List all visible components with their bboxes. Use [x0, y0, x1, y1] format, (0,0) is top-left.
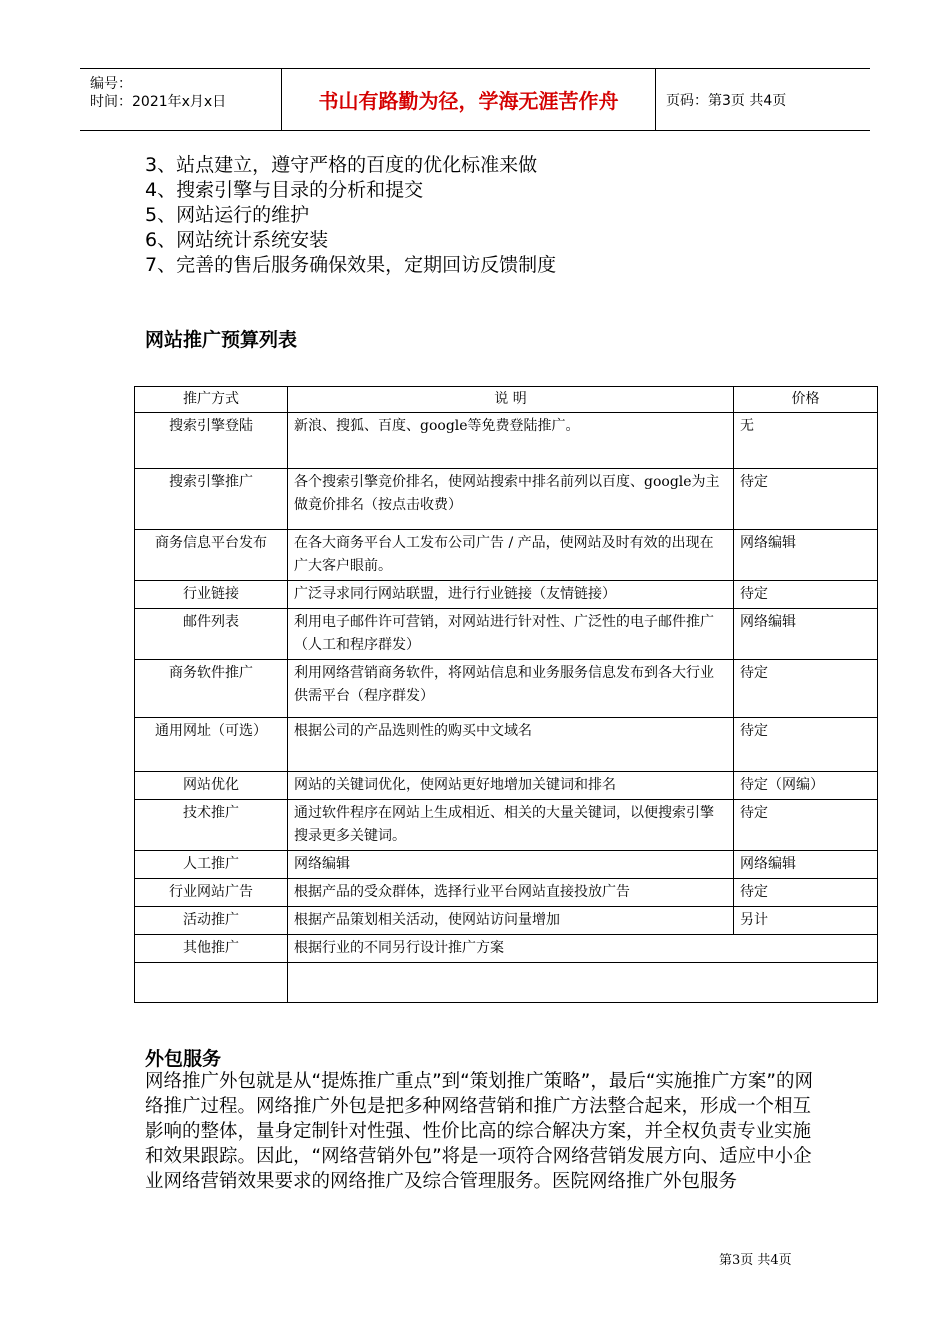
column-header-method: 推广方式 — [135, 387, 288, 413]
table-row — [135, 907, 878, 935]
method-cell: 技术推广 — [135, 800, 288, 851]
empty-cell — [288, 963, 878, 1003]
description-cell: 利用网络营销商务软件，将网站信息和业务服务信息发布到各大行业供需平台（程序群发） — [288, 660, 734, 718]
method-cell: 行业网站广告 — [135, 879, 288, 907]
table-row-empty — [135, 963, 878, 1003]
description-cell: 根据行业的不同另行设计推广方案 — [288, 935, 878, 963]
description-cell: 各个搜索引擎竞价排名，使网站搜索中排名前列以百度、google为主做竟价排名（按点击收费） — [288, 469, 734, 530]
table-row — [135, 469, 878, 530]
description-cell: 根据产品的受众群体，选择行业平台网站直接投放广告 — [288, 879, 734, 907]
description-cell: 在各大商务平台人工发布公司广告 / 产品，使网站及时有效的出现在广大客户眼前。 — [288, 530, 734, 581]
price-cell: 无 — [734, 413, 878, 469]
description-cell: 利用电子邮件许可营销，对网站进行针对性、广泛性的电子邮件推广（人工和程序群发） — [288, 609, 734, 660]
price-cell: 网络编辑 — [734, 851, 878, 879]
page-footer: 第3页 共4页 — [719, 1253, 792, 1268]
table-row — [135, 660, 878, 718]
number-label: 编号： — [90, 76, 132, 92]
price-cell: 网络编辑 — [734, 530, 878, 581]
price-cell: 待定 — [734, 800, 878, 851]
price-cell: 待定（网编） — [734, 772, 878, 800]
table-row — [135, 851, 878, 879]
table-row — [135, 609, 878, 660]
price-cell: 待定 — [734, 879, 878, 907]
header-motto: 书山有路勤为径，学海无涯苦作舟 — [282, 69, 656, 130]
budget-section-title: 网站推广预算列表 — [145, 329, 298, 351]
method-cell: 通用网址（可选） — [135, 718, 288, 772]
method-cell: 行业链接 — [135, 581, 288, 609]
list-item: 6、网站统计系统安装 — [145, 229, 329, 251]
list-item: 4、搜索引擎与目录的分析和提交 — [145, 179, 424, 201]
description-cell: 广泛寻求同行网站联盟，进行行业链接（友情链接） — [288, 581, 734, 609]
method-cell: 活动推广 — [135, 907, 288, 935]
time-label: 时间：2021年x月x日 — [90, 94, 227, 110]
table-row — [135, 772, 878, 800]
description-cell: 根据公司的产品选则性的购买中文域名 — [288, 718, 734, 772]
method-cell: 网站优化 — [135, 772, 288, 800]
column-header-price: 价格 — [734, 387, 878, 413]
method-cell: 搜索引擎登陆 — [135, 413, 288, 469]
description-cell: 根据产品策划相关活动，使网站访问量增加 — [288, 907, 734, 935]
list-item: 5、网站运行的维护 — [145, 204, 310, 226]
description-cell: 网络编辑 — [288, 851, 734, 879]
table-row — [135, 718, 878, 772]
table-row — [135, 879, 878, 907]
price-cell: 待定 — [734, 581, 878, 609]
description-cell: 网站的关键词优化，使网站更好地增加关键词和排名 — [288, 772, 734, 800]
page-header — [80, 68, 870, 131]
empty-cell — [135, 963, 288, 1003]
method-cell: 邮件列表 — [135, 609, 288, 660]
table-row — [135, 530, 878, 581]
description-cell: 通过软件程序在网站上生成相近、相关的大量关键词，以便搜索引擎搜录更多关键词。 — [288, 800, 734, 851]
header-meta — [80, 69, 282, 130]
outsourcing-body: 网络推广外包就是从“提炼推广重点”到“策划推广策略”，最后“实施推广方案”的网络推广过程。网络推广外包是把多种网络营销和推广方法整合起来，形成一个相互影响的整体，量身定制针对性强、性价比高的综合解决方案，并全权负责专业实施和效果跟踪。因此，“网络营销外包”将是一项符合网络营销发展方向、适应中小企业网络营销效果要求的网络推广及综合管理服务。医院网络推广外包服务 — [145, 1071, 814, 1192]
table-header-row — [135, 387, 878, 413]
header-page-code: 页码：第3页 共4页 — [666, 92, 787, 109]
method-cell: 其他推广 — [135, 935, 288, 963]
steps-list — [145, 153, 556, 278]
price-cell: 待定 — [734, 660, 878, 718]
table-row — [135, 413, 878, 469]
method-cell: 人工推广 — [135, 851, 288, 879]
price-cell: 待定 — [734, 718, 878, 772]
table-row — [135, 935, 878, 963]
list-item: 7、完善的售后服务确保效果，定期回访反馈制度 — [145, 254, 557, 276]
method-cell: 商务软件推广 — [135, 660, 288, 718]
table-row — [135, 581, 878, 609]
method-cell: 搜索引擎推广 — [135, 469, 288, 530]
column-header-description: 说 明 — [288, 387, 734, 413]
method-cell: 商务信息平台发布 — [135, 530, 288, 581]
table-row — [135, 800, 878, 851]
price-cell: 另计 — [734, 907, 878, 935]
description-cell: 新浪、搜狐、百度、google等免费登陆推广。 — [288, 413, 734, 469]
price-cell: 网络编辑 — [734, 609, 878, 660]
outsourcing-title: 外包服务 — [145, 1048, 222, 1070]
list-item: 3、站点建立，遵守严格的百度的优化标准来做 — [145, 154, 538, 176]
budget-table — [134, 386, 878, 1003]
price-cell: 待定 — [734, 469, 878, 530]
